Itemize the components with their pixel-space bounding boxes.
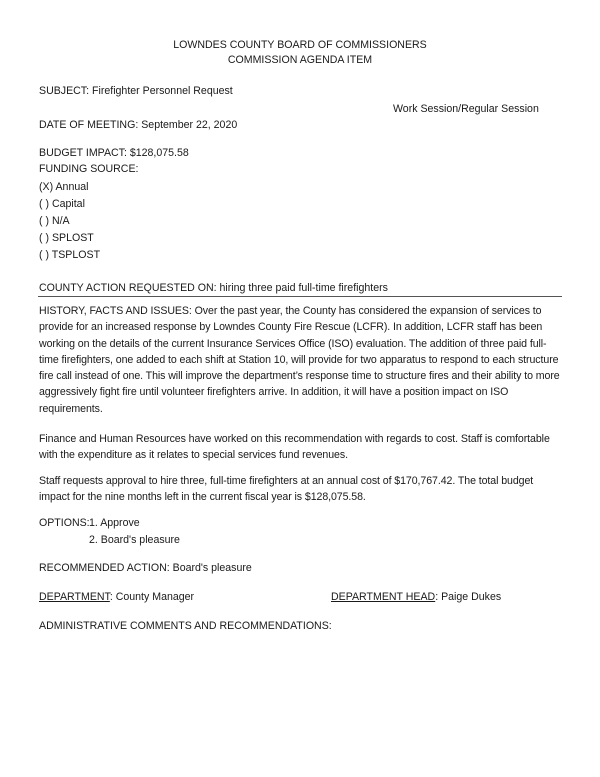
department-label: DEPARTMENT bbox=[39, 591, 110, 603]
meeting-date-label: DATE OF MEETING: bbox=[39, 119, 139, 131]
history-label: HISTORY, FACTS AND ISSUES: bbox=[39, 305, 192, 317]
subject-line bbox=[39, 84, 233, 98]
department-head-value: : Paige Dukes bbox=[435, 591, 502, 603]
funding-option-label: TSPLOST bbox=[51, 249, 101, 261]
checkbox-mark: ( ) bbox=[39, 198, 49, 210]
funding-option-label: N/A bbox=[51, 215, 70, 227]
subject-label: SUBJECT: bbox=[39, 85, 90, 97]
history-text: Over the past year, the County has considered the expansion of services to provide for an increased response by Lowndes County Fire Rescue (LCFR). In addition, LCFR staff has been working on the details of the current Insurance Services Office (ISO) evaluation. The addition of three paid full-time firefighters, one added to each shift at Station 10, will provide for two apparatus to respond to each structure fire call instead of one. This will improve the department’s response time to structure fires and their ability to more aggressively fight fire until volunteer firefighters arrive. In addition, it will have a position impact on ISO requirements. bbox=[39, 305, 560, 415]
option-item-2: 2. Board's pleasure bbox=[89, 534, 180, 546]
county-action-value: hiring three paid full-time firefighters bbox=[219, 282, 388, 294]
checkbox-mark: ( ) bbox=[39, 249, 49, 261]
funding-option-label: Annual bbox=[55, 181, 89, 193]
funding-option-label: Capital bbox=[51, 198, 85, 210]
option-item-1: 1. Approve bbox=[89, 517, 140, 529]
recommended-action-value: Board's pleasure bbox=[172, 562, 252, 574]
county-action-label: COUNTY ACTION REQUESTED ON: bbox=[39, 282, 217, 294]
funding-option-label: SPLOST bbox=[51, 232, 94, 244]
funding-option-na bbox=[39, 214, 70, 228]
checkbox-mark: (X) bbox=[39, 181, 54, 193]
meeting-date-value: September 22, 2020 bbox=[141, 119, 238, 131]
finance-paragraph: Finance and Human Resources have worked on this recommendation with regards to cost. Staff is comfortable with the expenditure as it relates to special services fund revenues. bbox=[39, 433, 550, 462]
funding-option-capital bbox=[39, 197, 85, 211]
budget-impact-value: $128,075.58 bbox=[129, 147, 189, 159]
session-type: Work Session/Regular Session bbox=[393, 103, 539, 115]
recommended-action-label: RECOMMENDED ACTION: bbox=[39, 562, 170, 574]
department-head-label: DEPARTMENT HEAD bbox=[331, 591, 436, 603]
checkbox-mark: ( ) bbox=[39, 232, 49, 244]
budget-impact-label: BUDGET IMPACT: bbox=[39, 147, 127, 159]
recommended-action-line bbox=[39, 561, 252, 575]
funding-option-splost bbox=[39, 231, 94, 245]
budget-impact-line bbox=[39, 146, 189, 160]
county-action-line bbox=[39, 281, 388, 295]
funding-option-tsplost bbox=[39, 248, 100, 262]
admin-comments-label: ADMINISTRATIVE COMMENTS AND RECOMMENDATIONS: bbox=[39, 620, 332, 632]
funding-option-annual bbox=[39, 180, 88, 194]
funding-source-label: FUNDING SOURCE: bbox=[39, 163, 139, 175]
doc-type-title: COMMISSION AGENDA ITEM bbox=[227, 54, 373, 66]
department-head-line bbox=[331, 590, 501, 604]
options-label: OPTIONS: bbox=[39, 517, 90, 529]
history-paragraph bbox=[39, 303, 564, 417]
checkbox-mark: ( ) bbox=[39, 215, 49, 227]
department-line bbox=[39, 590, 194, 604]
section-divider bbox=[38, 296, 562, 297]
org-title: LOWNDES COUNTY BOARD OF COMMISSIONERS bbox=[173, 39, 427, 51]
subject-value: Firefighter Personnel Request bbox=[92, 85, 233, 97]
staff-request-paragraph: Staff requests approval to hire three, full-time firefighters at an annual cost of $170,767.42. The total budget impact for the nine months left in the current fiscal year is $128,075.58. bbox=[39, 475, 534, 504]
department-value: : County Manager bbox=[109, 591, 195, 603]
meeting-date-line bbox=[39, 118, 237, 132]
